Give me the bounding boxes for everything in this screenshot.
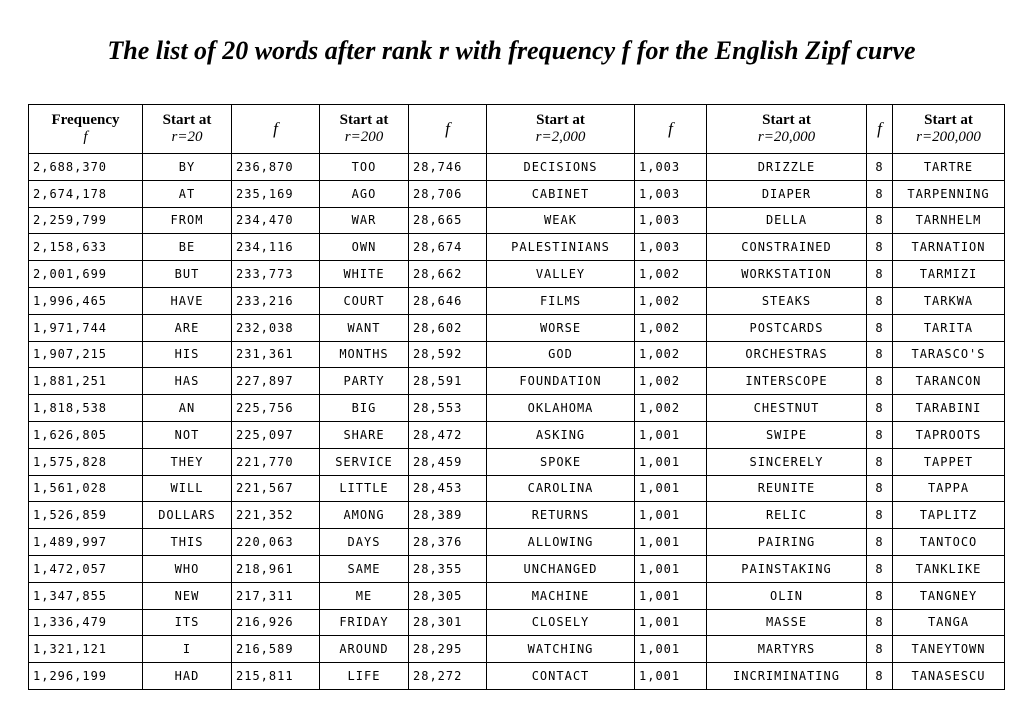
freq-cell: 8 [867,395,893,422]
page-title: The list of 20 words after rank r with frequency f for the English Zipf curve [107,36,916,65]
freq-cell: 1,001 [635,609,707,636]
freq-cell: 28,602 [409,314,487,341]
freq-cell: 8 [867,555,893,582]
freq-cell: 221,770 [232,448,320,475]
freq-cell: 8 [867,582,893,609]
header-line: Start at [762,112,811,128]
word-cell: TARASCO'S [893,341,1005,368]
freq-cell: 1,626,805 [29,421,143,448]
freq-cell: 1,003 [635,154,707,181]
word-cell: WHO [143,555,232,582]
table-row [29,475,1005,502]
word-cell: MARTYRS [707,636,867,663]
freq-cell: 217,311 [232,582,320,609]
word-cell: PAIRING [707,529,867,556]
header-sub: f [83,129,88,145]
word-cell: TARABINI [893,395,1005,422]
freq-cell: 28,746 [409,154,487,181]
header-start-r2000 [487,105,635,154]
word-cell: SAME [320,555,409,582]
freq-cell: 28,272 [409,663,487,690]
word-cell: TANGA [893,609,1005,636]
word-cell: WANT [320,314,409,341]
header-line: Start at [536,112,585,128]
word-cell: FILMS [487,287,635,314]
freq-cell: 28,459 [409,448,487,475]
freq-cell: 8 [867,609,893,636]
word-cell: DOLLARS [143,502,232,529]
freq-cell: 231,361 [232,341,320,368]
freq-cell: 221,567 [232,475,320,502]
freq-cell: 1,002 [635,287,707,314]
header-sub: f [273,118,278,138]
word-cell: WAR [320,207,409,234]
word-cell: TARTRE [893,154,1005,181]
table-row [29,395,1005,422]
table-row [29,180,1005,207]
word-cell: TANGNEY [893,582,1005,609]
word-cell: TARITA [893,314,1005,341]
header-start-r200 [320,105,409,154]
word-cell: NEW [143,582,232,609]
word-cell: HAD [143,663,232,690]
word-cell: NOT [143,421,232,448]
word-cell: AT [143,180,232,207]
header-line: Start at [339,112,389,128]
freq-cell: 1,001 [635,636,707,663]
freq-cell: 1,296,199 [29,663,143,690]
freq-cell: 2,688,370 [29,154,143,181]
word-cell: RETURNS [487,502,635,529]
word-cell: PALESTINIANS [487,234,635,261]
freq-cell: 28,389 [409,502,487,529]
freq-cell: 1,003 [635,207,707,234]
word-cell: MASSE [707,609,867,636]
header-sub: r=20 [171,129,203,145]
freq-cell: 234,116 [232,234,320,261]
freq-cell: 236,870 [232,154,320,181]
word-cell: TARMIZI [893,261,1005,288]
freq-cell: 8 [867,287,893,314]
table-row [29,529,1005,556]
word-cell: AN [143,395,232,422]
word-cell: OWN [320,234,409,261]
freq-cell: 225,097 [232,421,320,448]
header-start-r200000 [893,105,1005,154]
header-frequency [29,105,143,154]
word-cell: OKLAHOMA [487,395,635,422]
freq-cell: 8 [867,636,893,663]
word-cell: BUT [143,261,232,288]
table-row [29,314,1005,341]
freq-cell: 2,674,178 [29,180,143,207]
word-cell: TANKLIKE [893,555,1005,582]
freq-cell: 28,662 [409,261,487,288]
freq-cell: 1,002 [635,261,707,288]
word-cell: ME [320,582,409,609]
table-row [29,663,1005,690]
word-cell: TARKWA [893,287,1005,314]
table-row [29,261,1005,288]
word-cell: SHARE [320,421,409,448]
word-cell: UNCHANGED [487,555,635,582]
freq-cell: 232,038 [232,314,320,341]
header-start-r20000 [707,105,867,154]
freq-cell: 1,472,057 [29,555,143,582]
freq-cell: 234,470 [232,207,320,234]
word-cell: SERVICE [320,448,409,475]
word-cell: CLOSELY [487,609,635,636]
freq-cell: 216,926 [232,609,320,636]
freq-cell: 28,376 [409,529,487,556]
table-header-row [29,105,1005,154]
freq-cell: 227,897 [232,368,320,395]
freq-cell: 28,301 [409,609,487,636]
freq-cell: 1,907,215 [29,341,143,368]
word-cell: TANTOCO [893,529,1005,556]
word-cell: WORKSTATION [707,261,867,288]
word-cell: RELIC [707,502,867,529]
freq-cell: 8 [867,421,893,448]
word-cell: OLIN [707,582,867,609]
header-line: Start at [924,112,973,128]
word-cell: FOUNDATION [487,368,635,395]
header-f [867,105,893,154]
word-cell: WHITE [320,261,409,288]
table-body [29,154,1005,690]
word-cell: PAINSTAKING [707,555,867,582]
table-row [29,421,1005,448]
freq-cell: 8 [867,368,893,395]
word-cell: INCRIMINATING [707,663,867,690]
word-cell: PARTY [320,368,409,395]
freq-cell: 235,169 [232,180,320,207]
header-sub: f [445,118,450,138]
word-cell: ORCHESTRAS [707,341,867,368]
header-sub: r=200,000 [916,129,981,145]
table-row [29,555,1005,582]
header-line: Frequency [51,112,120,128]
freq-cell: 1,002 [635,368,707,395]
word-cell: TAPPET [893,448,1005,475]
word-cell: FROM [143,207,232,234]
freq-cell: 1,881,251 [29,368,143,395]
word-cell: TARNATION [893,234,1005,261]
freq-cell: 215,811 [232,663,320,690]
word-cell: VALLEY [487,261,635,288]
freq-cell: 8 [867,314,893,341]
table-row [29,287,1005,314]
word-cell: SPOKE [487,448,635,475]
freq-cell: 233,773 [232,261,320,288]
table-row [29,582,1005,609]
word-cell: TANASESCU [893,663,1005,690]
freq-cell: 8 [867,180,893,207]
freq-cell: 28,592 [409,341,487,368]
table-row [29,234,1005,261]
freq-cell: 1,002 [635,341,707,368]
word-cell: ARE [143,314,232,341]
freq-cell: 233,216 [232,287,320,314]
freq-cell: 220,063 [232,529,320,556]
word-cell: HAS [143,368,232,395]
freq-cell: 8 [867,234,893,261]
freq-cell: 1,575,828 [29,448,143,475]
header-sub: r=2,000 [535,129,586,145]
freq-cell: 1,002 [635,395,707,422]
word-cell: WATCHING [487,636,635,663]
freq-cell: 8 [867,529,893,556]
word-cell: HAVE [143,287,232,314]
word-cell: LIFE [320,663,409,690]
freq-cell: 28,553 [409,395,487,422]
freq-cell: 1,336,479 [29,609,143,636]
freq-cell: 8 [867,502,893,529]
word-cell: TOO [320,154,409,181]
freq-cell: 1,001 [635,529,707,556]
freq-cell: 221,352 [232,502,320,529]
header-sub: f [668,118,673,138]
freq-cell: 216,589 [232,636,320,663]
freq-cell: 8 [867,207,893,234]
header-f [635,105,707,154]
word-cell: THEY [143,448,232,475]
word-cell: COURT [320,287,409,314]
word-cell: WILL [143,475,232,502]
word-cell: CABINET [487,180,635,207]
word-cell: CONTACT [487,663,635,690]
word-cell: ASKING [487,421,635,448]
freq-cell: 2,158,633 [29,234,143,261]
freq-cell: 1,001 [635,502,707,529]
freq-cell: 28,453 [409,475,487,502]
freq-cell: 1,996,465 [29,287,143,314]
freq-cell: 1,971,744 [29,314,143,341]
freq-cell: 225,756 [232,395,320,422]
freq-cell: 28,591 [409,368,487,395]
freq-cell: 2,259,799 [29,207,143,234]
word-cell: WORSE [487,314,635,341]
freq-cell: 1,001 [635,448,707,475]
word-cell: BY [143,154,232,181]
word-cell: BE [143,234,232,261]
word-cell: STEAKS [707,287,867,314]
word-cell: AROUND [320,636,409,663]
word-cell: HIS [143,341,232,368]
freq-cell: 28,295 [409,636,487,663]
freq-cell: 8 [867,261,893,288]
word-cell: GOD [487,341,635,368]
freq-cell: 1,001 [635,582,707,609]
freq-cell: 1,001 [635,555,707,582]
word-cell: CHESTNUT [707,395,867,422]
zipf-word-table [28,104,1005,690]
freq-cell: 28,674 [409,234,487,261]
header-sub: f [877,118,882,138]
table-row [29,448,1005,475]
word-cell: I [143,636,232,663]
word-cell: REUNITE [707,475,867,502]
word-cell: MACHINE [487,582,635,609]
table-row [29,154,1005,181]
table-row [29,341,1005,368]
freq-cell: 1,818,538 [29,395,143,422]
freq-cell: 1,526,859 [29,502,143,529]
freq-cell: 28,646 [409,287,487,314]
freq-cell: 1,001 [635,663,707,690]
word-cell: MONTHS [320,341,409,368]
freq-cell: 1,001 [635,475,707,502]
freq-cell: 8 [867,448,893,475]
word-cell: FRIDAY [320,609,409,636]
freq-cell: 8 [867,341,893,368]
freq-cell: 28,355 [409,555,487,582]
word-cell: TARPENNING [893,180,1005,207]
word-cell: WEAK [487,207,635,234]
freq-cell: 1,003 [635,234,707,261]
freq-cell: 1,561,028 [29,475,143,502]
word-cell: TARANCON [893,368,1005,395]
word-cell: TAPPA [893,475,1005,502]
header-start-r20 [143,105,232,154]
word-cell: ITS [143,609,232,636]
word-cell: CAROLINA [487,475,635,502]
header-sub: r=20,000 [757,129,816,145]
word-cell: TARNHELM [893,207,1005,234]
word-cell: DRIZZLE [707,154,867,181]
word-cell: POSTCARDS [707,314,867,341]
freq-cell: 28,706 [409,180,487,207]
word-cell: BIG [320,395,409,422]
word-cell: CONSTRAINED [707,234,867,261]
word-cell: DAYS [320,529,409,556]
word-cell: SINCERELY [707,448,867,475]
word-cell: TAPROOTS [893,421,1005,448]
table-row [29,207,1005,234]
freq-cell: 1,003 [635,180,707,207]
word-cell: TAPLITZ [893,502,1005,529]
table-row [29,636,1005,663]
freq-cell: 28,665 [409,207,487,234]
header-sub: r=200 [344,129,384,145]
word-cell: SWIPE [707,421,867,448]
word-cell: TANEYTOWN [893,636,1005,663]
word-cell: AGO [320,180,409,207]
freq-cell: 1,001 [635,421,707,448]
freq-cell: 1,489,997 [29,529,143,556]
freq-cell: 218,961 [232,555,320,582]
table-row [29,609,1005,636]
word-cell: INTERSCOPE [707,368,867,395]
freq-cell: 1,347,855 [29,582,143,609]
word-cell: DELLA [707,207,867,234]
freq-cell: 8 [867,475,893,502]
freq-cell: 28,472 [409,421,487,448]
word-cell: THIS [143,529,232,556]
word-cell: DIAPER [707,180,867,207]
freq-cell: 8 [867,154,893,181]
header-f [232,105,320,154]
freq-cell: 28,305 [409,582,487,609]
header-line: Start at [162,112,212,128]
word-cell: AMONG [320,502,409,529]
word-cell: LITTLE [320,475,409,502]
table-row [29,502,1005,529]
word-cell: DECISIONS [487,154,635,181]
freq-cell: 8 [867,663,893,690]
freq-cell: 1,002 [635,314,707,341]
freq-cell: 1,321,121 [29,636,143,663]
table-row [29,368,1005,395]
freq-cell: 2,001,699 [29,261,143,288]
header-f [409,105,487,154]
word-cell: ALLOWING [487,529,635,556]
